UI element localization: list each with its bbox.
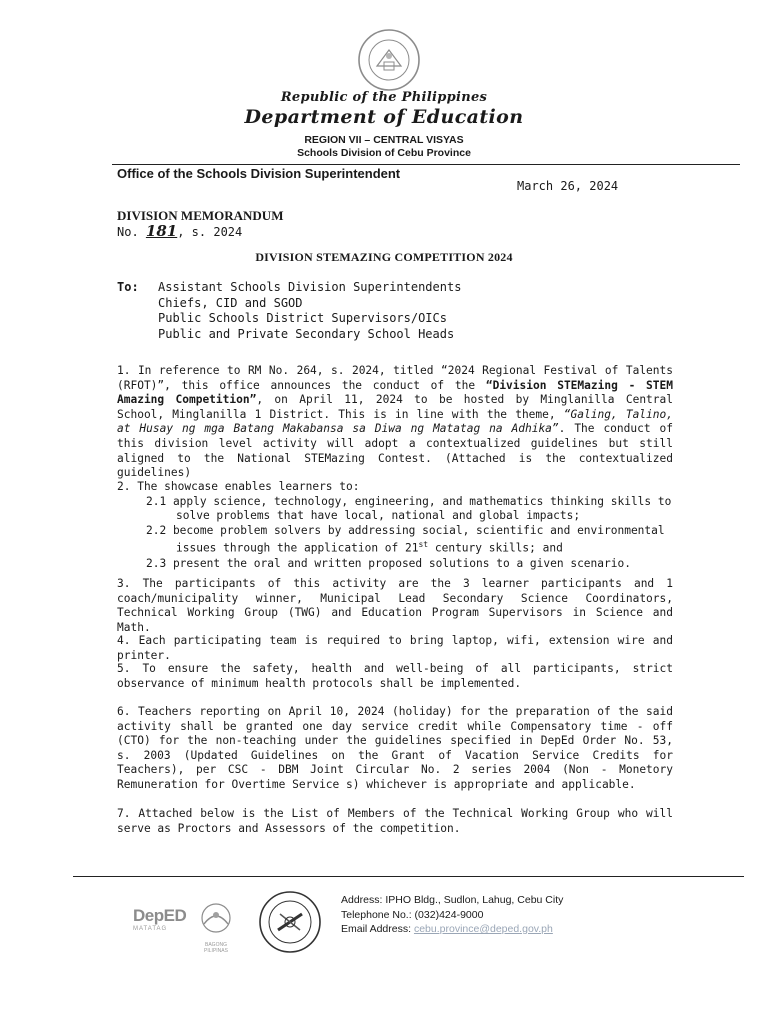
header-divider [112, 164, 740, 165]
memo-number-suffix: , s. 2024 [177, 225, 243, 239]
region-heading: REGION VII – CENTRAL VISYAS [304, 134, 464, 146]
paragraph-4: 4. Each participating team is required to bring laptop, wifi, extension wire and printer. [117, 634, 673, 662]
list-item: 2.3 present the oral and written proposed solutions to a given scenario. [146, 556, 631, 570]
competition-name: “Division STEMazing - STEM Amazing Competition” [117, 378, 673, 407]
bagong-pilipinas-logo: BAGONG PILIPINAS [196, 898, 236, 950]
theme-text: “Galing, Talino, at Husay ng mga Batang Makabansa sa Diwa ng Matatag na Adhika” [117, 407, 673, 436]
paragraph-3: 3. The participants of this activity are the 3 learner participants and 1 coach/municipality winner, Municipal Lead Secondary Science Coordinators, Technical Working Group (TWG) and Education Program Supervisors in Science and Math. [117, 577, 673, 634]
paragraph-2 [117, 480, 673, 571]
paragraph-7: 7. Attached below is the List of Members of the Technical Working Group who will serve as Proctors and Assessors of the competition. [117, 807, 673, 835]
memo-number-prefix: No. [117, 225, 146, 239]
memo-title: DIVISION MEMORANDUM [117, 208, 284, 223]
paragraph-5: 5. To ensure the safety, health and well-being of all participants, strict observance of minimum health protocols shall be implemented. [117, 662, 673, 690]
footer-divider [73, 876, 744, 877]
cebu-division-seal [258, 890, 322, 954]
recipient-item: Public Schools District Supervisors/OICs [158, 311, 447, 325]
memo-subject: DIVISION STEMAZING COMPETITION 2024 [255, 250, 513, 264]
paragraph-2-intro: 2. The showcase enables learners to: [117, 480, 360, 493]
republic-heading: Republic of the Philippines [280, 90, 488, 105]
footer-address: Address: IPHO Bldg., Sudlon, Lahug, Cebu City [341, 894, 564, 906]
office-heading: Office of the Schools Division Superintendent [117, 166, 401, 181]
deped-seal-logo [357, 28, 421, 92]
memo-date: March 26, 2024 [517, 179, 619, 193]
footer-contact [341, 893, 563, 937]
list-item: 2.2 become problem solvers by addressing social, scientific and environmental [146, 523, 665, 537]
recipient-item: Public and Private Secondary School Heads [158, 326, 455, 341]
division-heading: Schools Division of Cebu Province [297, 147, 471, 159]
list-item-continued: issues through the application of 21st century skills; and [176, 540, 563, 556]
department-heading: Department of Education [244, 106, 524, 128]
recipient-item: Chiefs, CID and SGOD [158, 295, 303, 310]
recipient-list [158, 280, 461, 342]
footer-telephone: Telephone No.: (032)424-9000 [341, 908, 484, 921]
paragraph-1: 1. In reference to RM No. 264, s. 2024, titled “2024 Regional Festival of Talents (RFOT)”, this office announces the conduct of the “Division STEMazing - STEM Amazing Competition”, on April 11, 2024 to be hosted by Minglanilla Central School, Minglanilla 1 District. This is in line with the theme, “Galing, Talino, at Husay ng mga Batang Makabansa sa Diwa ng Matatag na Adhika”. The conduct of this division level activity will adopt a contextualized guidelines but still aligned to the National STEMazing Contest. (Attached is the contextualized guidelines) [117, 364, 674, 480]
list-item-continued: solve problems that have local, national and global impacts; [176, 509, 581, 523]
footer-email: Email Address: cebu.province@deped.gov.ph [341, 923, 553, 935]
email-link[interactable]: cebu.province@deped.gov.ph [413, 923, 553, 935]
to-label: To: [117, 280, 139, 294]
memo-number-value: 181 [145, 222, 178, 240]
list-item: 2.1 apply science, technology, engineering, and mathematics thinking skills to [146, 494, 672, 508]
paragraph-6: 6. Teachers reporting on April 10, 2024 (holiday) for the preparation of the said activity shall be granted one day service credit while Compensatory time - off (CTO) for the non-teaching under the guidelines specified in DepEd Order No. 53, s. 2003 (Updated Guidelines on the Grant of Vacation Service Credits for Teachers), per CSC - DBM Joint Circular No. 2 series 2004 (Non - Monetory Remuneration for Overtime Service s) whichever is appropriate and applicable. [117, 705, 673, 791]
memo-number [117, 222, 242, 240]
recipient-item: Assistant Schools Division Superintendents [158, 280, 462, 294]
deped-logo: DepED MATATAG [133, 906, 187, 932]
